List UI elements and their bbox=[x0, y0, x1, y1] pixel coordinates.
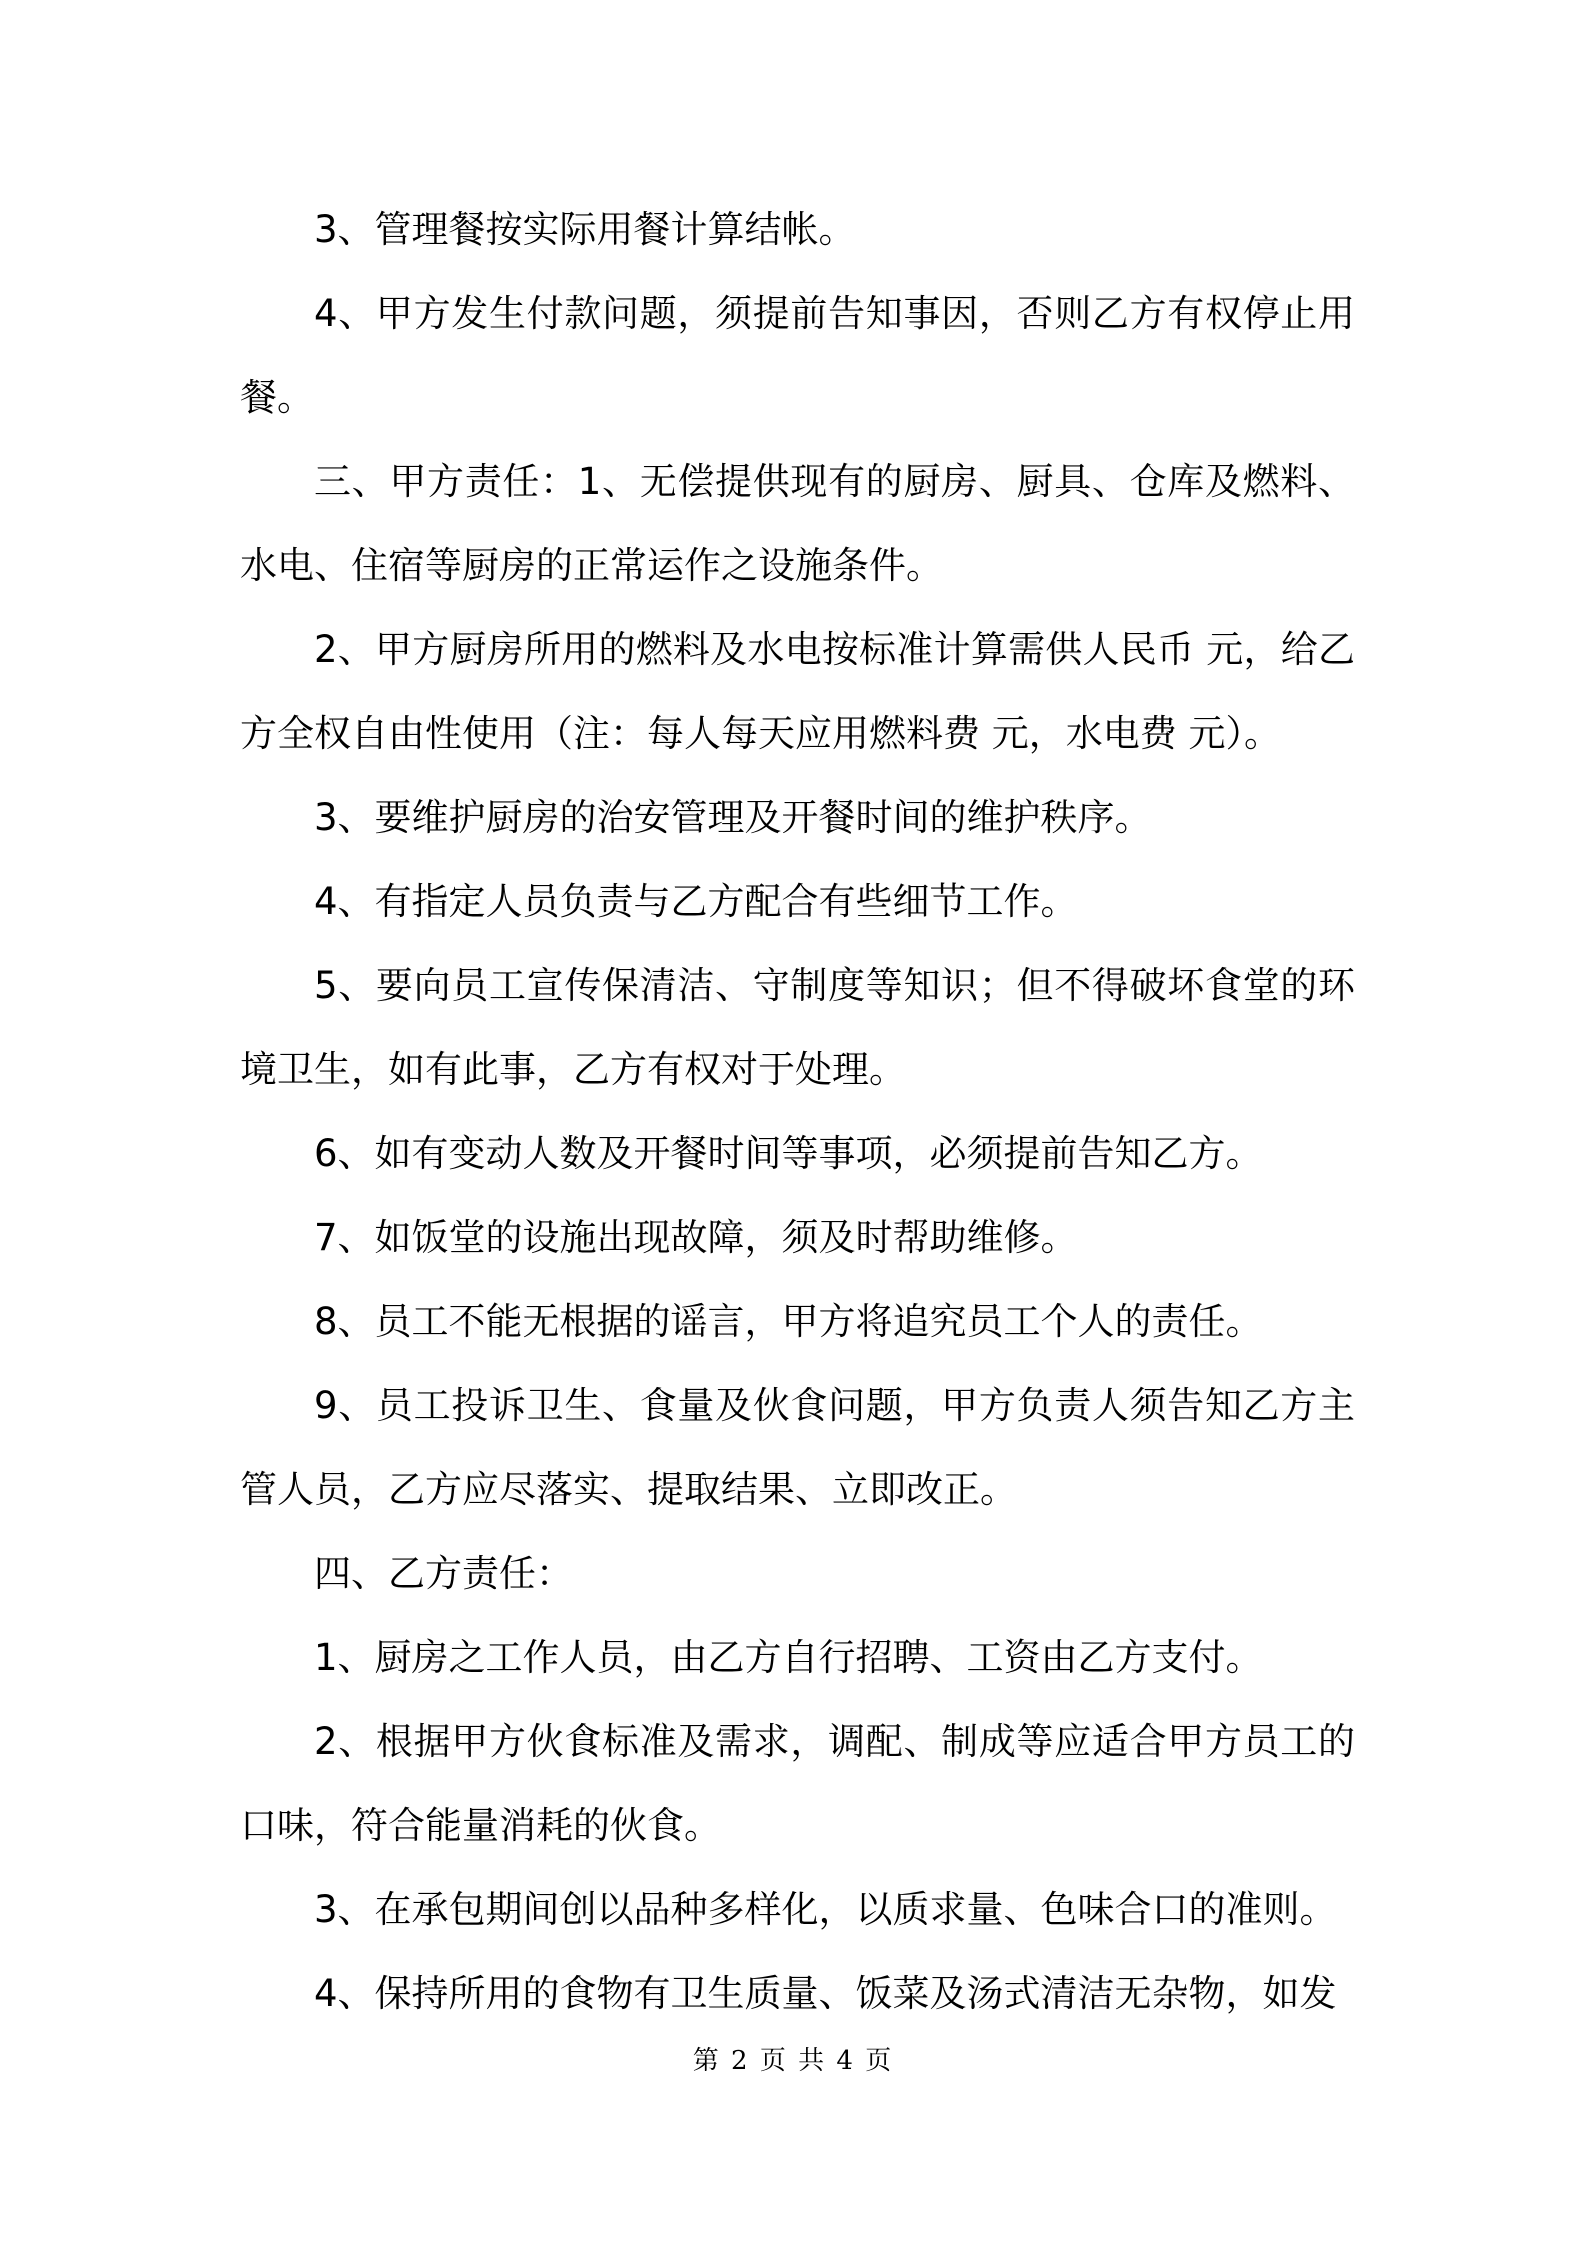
document-body bbox=[240, 188, 1355, 2036]
paragraph: 三、甲方责任：1、无偿提供现有的厨房、厨具、仓库及燃料、水电、住宿等厨房的正常运作之设施条件。 bbox=[240, 460, 1355, 587]
paragraph: 3、管理餐按实际用餐计算结帐。 bbox=[314, 208, 856, 251]
paragraph: 3、要维护厨房的治安管理及开餐时间的维护秩序。 bbox=[314, 796, 1152, 839]
paragraph: 7、如饭堂的设施出现故障，须及时帮助维修。 bbox=[314, 1216, 1078, 1259]
paragraph: 6、如有变动人数及开餐时间等事项，必须提前告知乙方。 bbox=[314, 1132, 1263, 1175]
paragraph: 4、甲方发生付款问题，须提前告知事因，否则乙方有权停止用餐。 bbox=[240, 292, 1355, 419]
paragraph: 5、要向员工宣传保清洁、守制度等知识；但不得破坏食堂的环境卫生，如有此事，乙方有权对于处理。 bbox=[240, 964, 1355, 1091]
paragraph: 2、甲方厨房所用的燃料及水电按标准计算需供人民币 元，给乙方全权自由性使用（注：每人每天应用燃料费 元，水电费 元）。 bbox=[240, 628, 1355, 755]
page-number-footer: 第 2 页 共 4 页 bbox=[692, 2046, 894, 2076]
paragraph: 8、员工不能无根据的谣言，甲方将追究员工个人的责任。 bbox=[314, 1300, 1263, 1343]
paragraph: 4、有指定人员负责与乙方配合有些细节工作。 bbox=[314, 880, 1078, 923]
paragraph: 9、员工投诉卫生、食量及伙食问题，甲方负责人须告知乙方主管人员，乙方应尽落实、提取结果、立即改正。 bbox=[240, 1384, 1355, 1511]
paragraph: 2、根据甲方伙食标准及需求，调配、制成等应适合甲方员工的口味，符合能量消耗的伙食。 bbox=[240, 1720, 1355, 1847]
paragraph: 3、在承包期间创以品种多样化，以质求量、色味合口的准则。 bbox=[314, 1888, 1337, 1931]
paragraph: 4、保持所用的食物有卫生质量、饭菜及汤式清洁无杂物，如发 bbox=[314, 1972, 1337, 2015]
section-heading: 四、乙方责任： bbox=[314, 1552, 573, 1595]
paragraph: 1、厨房之工作人员，由乙方自行招聘、工资由乙方支付。 bbox=[314, 1636, 1263, 1679]
